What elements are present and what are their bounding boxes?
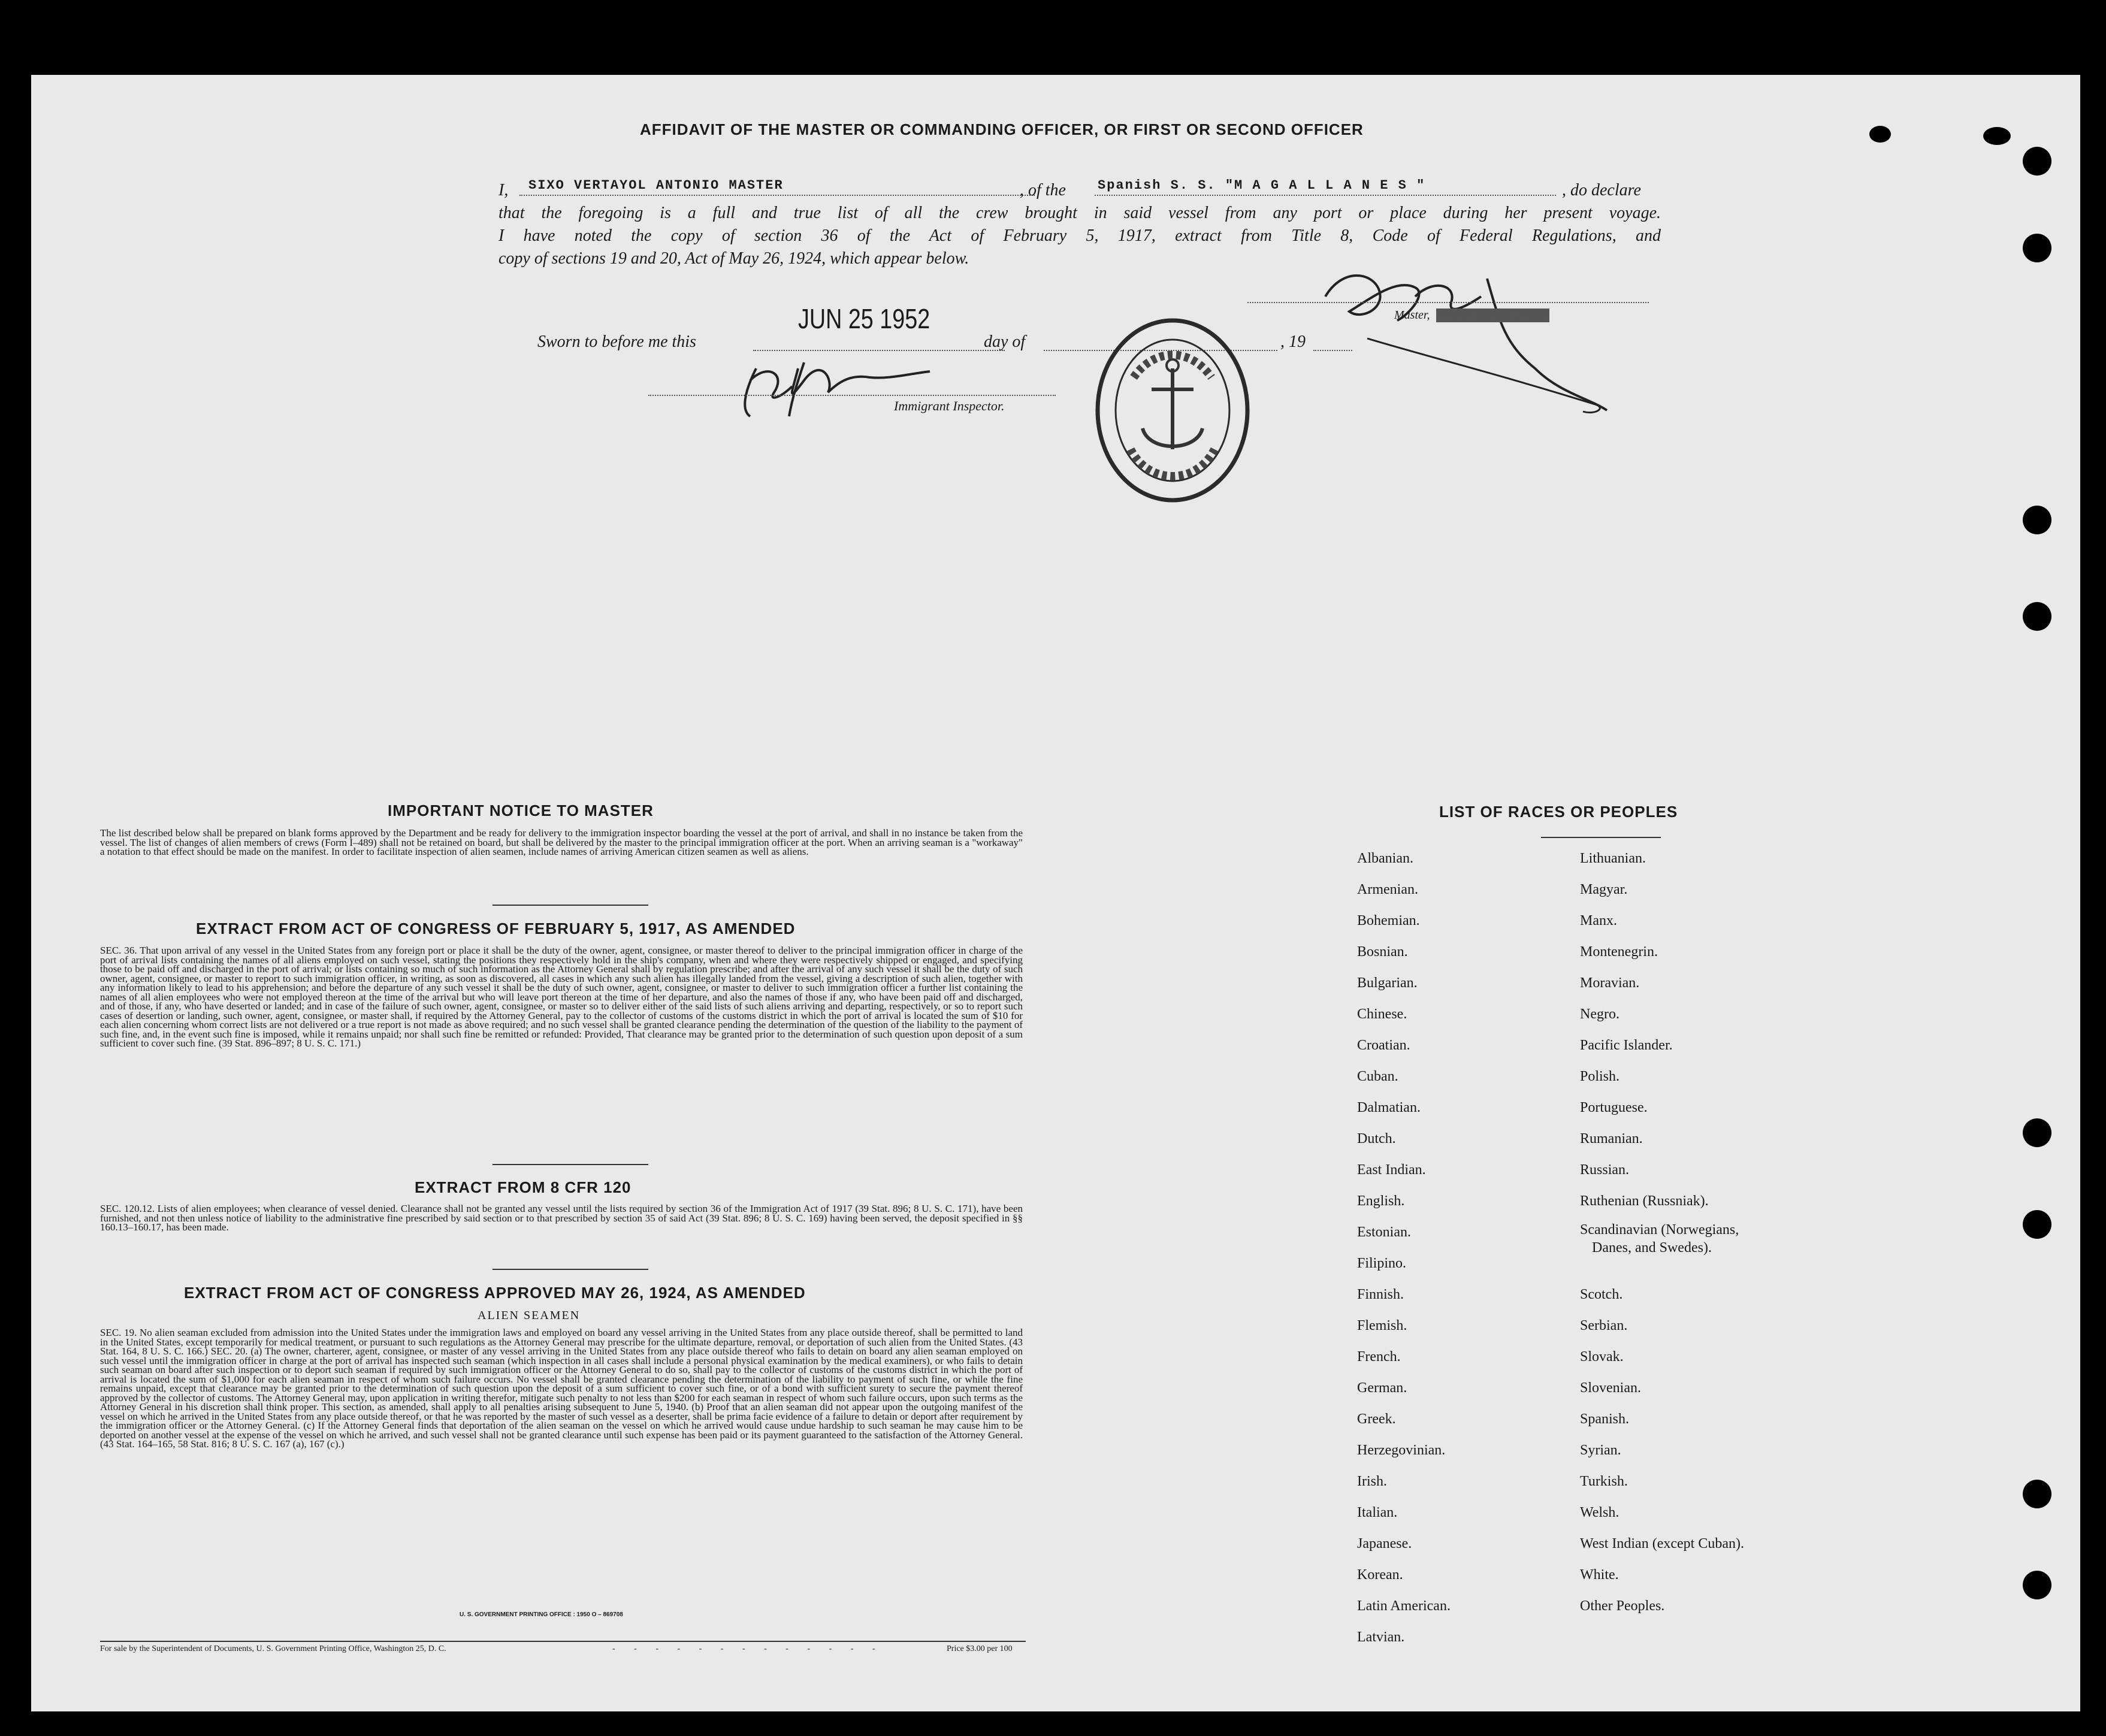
- extract-cfr-title: EXTRACT FROM 8 CFR 120: [415, 1178, 632, 1196]
- race-item: West Indian (except Cuban).: [1580, 1536, 1744, 1551]
- footer-rule: [100, 1641, 1026, 1642]
- divider: [492, 905, 648, 906]
- affidavit-title: AFFIDAVIT OF THE MASTER OR COMMANDING OFFICER, OR FIRST OR SECOND OFFICER: [640, 120, 1364, 138]
- race-item: Lithuanian.: [1580, 851, 1646, 866]
- extract-1917-text: SEC. 36. That upon arrival of any vessel in the United States from any foreign port or place it shall be the duty of the owner, agent, consignee, or master thereof to deliver to the principal immigration officer in charge of the port of arrival lists containing the names of all aliens employed on such vessel, stating the positions they respectively hold in the ship's company, when and where they were respectively shipped or engaged, and specifying those to be paid off and discharged in the port of arrival; or lists containing so much of such information as the Attorney General shall by regulation prescribe; and after the arrival of any such vessel it shall be the duty of such owner, agent, consignee, or master to report to such immigration officer, in writing, as soon as discovered, all cases in which any such alien has illegally landed from the vessel, giving a description of such alien, together with any information likely to lead to his apprehension; and before the departure of any such vessel it shall be the duty of such owner, agent, consignee, or master to deliver to such immigration officer a further list containing the names of all alien employees who were not employed thereon at the time of the arrival but who will leave port thereon at the time of her departure, and also the names of those if any, who have been paid off and discharged, and of those, if any, who have deserted or landed; and in case of the failure of such owner, agent, consignee, or master so to deliver either of the said lists of such aliens arriving and departing, respectively, or so to report such cases of desertion or landing, such owner, agent, consignee, or master shall, if required by the Attorney General, pay to the collector of customs of the customs district in which the port of arrival is located the sum of $10 for each alien concerning whom correct lists are not delivered or a true report is not made as above required; and no such vessel shall be granted clearance pending the determination of the question of the liability to the payment of such fine, and, in the event such fine is imposed, while it remains unpaid; nor shall such fine be remitted or refunded: Provided, That clearance may be granted prior to the determination of such question upon deposit of a sum sufficient to cover such fine. (39 Stat. 896–897; 8 U. S. C. 171.): [100, 945, 1023, 1049]
- extract-cfr-text: SEC. 120.12. Lists of alien employees; when clearance of vessel denied. Clearance shall not be granted any vessel until the lists required by section 36 of the Immigration Act of 1917 (39 Stat. 896; 8 U. S. C. 171), have been furnished, and not then unless notice of liability to the administrative fine prescribed by said section or to that prescribed by section 35 of said Act (39 Stat. 896; 8 U. S. C. 169) having been served, the deposit specified in §§ 160.13–160.17, has been made.: [100, 1203, 1023, 1233]
- race-item: Latin American.: [1357, 1598, 1451, 1614]
- sworn-label: Sworn to before me this: [537, 332, 696, 351]
- race-item: Filipino.: [1357, 1256, 1407, 1271]
- race-item: Bosnian.: [1357, 944, 1408, 960]
- extract-1924-subtitle: ALIEN SEAMEN: [478, 1309, 581, 1322]
- race-item: Slovenian.: [1580, 1380, 1641, 1396]
- master-signature-line: [1247, 300, 1649, 303]
- date-stamp: JUN 25 1952: [798, 303, 930, 334]
- ship-seal-stamp: [1083, 311, 1262, 509]
- officer-struck-label: First or Second Officer.: [1436, 309, 1549, 322]
- extract-1917-title: EXTRACT FROM ACT OF CONGRESS OF FEBRUARY 5, 1917, AS AMENDED: [196, 920, 796, 937]
- race-item: Croatian.: [1357, 1038, 1410, 1053]
- race-item: Irish.: [1357, 1474, 1387, 1489]
- race-item: White.: [1580, 1567, 1619, 1583]
- race-item: Portuguese.: [1580, 1100, 1648, 1115]
- race-item: Syrian.: [1580, 1442, 1621, 1458]
- footer-price: Price $3.00 per 100: [947, 1644, 1013, 1653]
- race-item: Flemish.: [1357, 1318, 1407, 1333]
- race-item: English.: [1357, 1193, 1405, 1209]
- race-item: Latvian.: [1357, 1629, 1405, 1645]
- race-item: Pacific Islander.: [1580, 1038, 1673, 1053]
- notice-text: The list described below shall be prepared on blank forms approved by the Department and be ready for delivery to the immigration inspector boarding the vessel at the port of arrival, and shall in no instance be taken from the vessel. The list of changes of alien members of crews (Form I–489) shall not be retained on board, but shall be delivered by the master to the principal immigration officer at the port. When an arriving seaman is a "workaway" a notation to that effect should be made on the manifest. In order to facilitate inspection of alien seamen, include names of arriving American citizen seamen as well as aliens.: [100, 827, 1023, 857]
- race-item: Japanese.: [1357, 1536, 1412, 1551]
- race-item: East Indian.: [1357, 1162, 1426, 1178]
- race-item: Ruthenian (Russniak).: [1580, 1193, 1709, 1209]
- race-item: Montenegrin.: [1580, 944, 1658, 960]
- binder-hole: [2023, 234, 2051, 262]
- race-item: Manx.: [1580, 913, 1617, 929]
- i-label: I,: [498, 181, 509, 199]
- footer-leader-dots: - - - - - - - - - - - - -: [612, 1644, 884, 1653]
- affidavit-line-2: that the foregoing is a full and true list of all the crew brought in said vessel from any port or place during her present voyage.: [498, 204, 1661, 222]
- inspector-signature-line: [648, 392, 1056, 396]
- form-page: [31, 75, 2080, 1711]
- master-label: Master,: [1394, 309, 1430, 322]
- races-title: LIST OF RACES OR PEOPLES: [1439, 803, 1678, 821]
- binder-hole: [2023, 1210, 2051, 1239]
- race-item: Turkish.: [1580, 1474, 1628, 1489]
- race-item: Moravian.: [1580, 975, 1640, 991]
- race-item: Polish.: [1580, 1069, 1620, 1084]
- race-item: Welsh.: [1580, 1505, 1619, 1520]
- race-item: Other Peoples.: [1580, 1598, 1665, 1614]
- race-item: Spanish.: [1580, 1411, 1630, 1427]
- race-item: Armenian.: [1357, 882, 1418, 897]
- race-item: Scotch.: [1580, 1287, 1623, 1302]
- race-item: Dutch.: [1357, 1131, 1396, 1147]
- master-name-value: SIXO VERTAYOL ANTONIO MASTER: [528, 178, 784, 193]
- race-item: Serbian.: [1580, 1318, 1628, 1333]
- binder-hole: [2023, 1480, 2051, 1508]
- binder-hole: [2023, 1118, 2051, 1147]
- race-item: Scandinavian (Norwegians,: [1580, 1222, 1739, 1238]
- extract-1924-title: EXTRACT FROM ACT OF CONGRESS APPROVED MAY 26, 1924, AS AMENDED: [184, 1284, 806, 1302]
- race-item: Cuban.: [1357, 1069, 1398, 1084]
- gpo-printing-line: U. S. GOVERNMENT PRINTING OFFICE : 1950 O – 869708: [460, 1611, 623, 1618]
- of-the-label: , of the: [1020, 181, 1066, 199]
- affidavit-line-4: copy of sections 19 and 20, Act of May 26, 1924, which appear below.: [498, 249, 969, 268]
- race-item: Greek.: [1357, 1411, 1396, 1427]
- ink-spot: [1983, 127, 2011, 145]
- race-item: Bulgarian.: [1357, 975, 1418, 991]
- do-declare-label: , do declare: [1562, 181, 1641, 199]
- footer-sale-text: For sale by the Superintendent of Documents, U. S. Government Printing Office, Washington 25, D. C.: [100, 1644, 446, 1653]
- race-item: Danes, and Swedes).: [1592, 1240, 1712, 1256]
- race-item: Albanian.: [1357, 851, 1413, 866]
- ink-spot: [1869, 126, 1891, 143]
- day-of-label: day of: [984, 332, 1026, 351]
- master-signature: [1307, 255, 1643, 458]
- race-item: Dalmatian.: [1357, 1100, 1421, 1115]
- race-item: German.: [1357, 1380, 1407, 1396]
- year-label: , 19: [1280, 332, 1306, 351]
- race-item: Finnish.: [1357, 1287, 1404, 1302]
- race-item: Estonian.: [1357, 1224, 1411, 1240]
- inspector-label: Immigrant Inspector.: [894, 398, 1005, 413]
- divider: [492, 1164, 648, 1165]
- races-divider: [1541, 837, 1661, 838]
- extract-1924-text: SEC. 19. No alien seaman excluded from admission into the United States under the immigration laws and employed on board any vessel arriving in the United States from any place outside thereof, shall be permitted to land in the United States, except temporarily for medical treatment, or pursuant to such regulations as the Attorney General may prescribe for the ultimate departure, removal, or deportation of such alien from the United States. (43 Stat. 164, 8 U. S. C. 166.) SEC. 20. (a) The owner, charterer, agent, consignee, or master of any vessel arriving in the United States from any place outside thereof who fails to detain on board any alien seaman employed on such vessel until the immigration officer in charge at the port of arrival has inspected such seaman (which inspection in all cases shall include a personal physical examination by the medical examiners), or who fails to detain such seaman on board after such inspection or to deport such seaman if required by such immigration officer or the Attorney General to do so, shall pay to the collector of customs of the customs district in which the port of arrival is located the sum of $1,000 for each alien seaman in respect of whom such failure occurs. No vessel shall be granted clearance pending the determination of the liability to payment of such fine, or while the fine remains unpaid, except that clearance may be granted prior to the determination of such question upon the deposit of a sum sufficient to cover such fine, or of a bond with sufficient surety to secure the payment thereof approved by the collector of customs. The Attorney General may, upon application in writing therefor, mitigate such penalty to not less than $200 for each seaman in respect of whom such failure occurs, upon such terms as the Attorney General in his discretion shall think proper. This section, as amended, shall apply to all penalties arising subsequent to June 5, 1940. (b) Proof that an alien seaman did not appear upon the outgoing manifest of the vessel on which he arrived in the United States from any place outside thereof, or that he was reported by the master of such vessel as a deserter, shall be prima facie evidence of a failure to detain or deport after requirement by the immigration officer or the Attorney General. (c) If the Attorney General finds that deportation of the alien seaman on the vessel on which he arrived would cause undue hardship to such seaman he may cause him to be deported on another vessel at the expense of the vessel on which he arrived, and such vessel shall not be granted clearance until such expense has been paid or its payment guaranteed to the satisfaction of the Attorney General. (43 Stat. 164–165, 58 Stat. 816; 8 U. S. C. 167 (a), 167 (c).): [100, 1327, 1023, 1450]
- race-item: Slovak.: [1580, 1349, 1624, 1365]
- race-item: Herzegovinian.: [1357, 1442, 1446, 1458]
- divider: [492, 1269, 648, 1270]
- race-item: Magyar.: [1580, 882, 1628, 897]
- vessel-name-value: Spanish S. S. "M A G A L L A N E S ": [1098, 178, 1426, 193]
- race-item: Italian.: [1357, 1505, 1398, 1520]
- race-item: Korean.: [1357, 1567, 1403, 1583]
- binder-hole: [2023, 602, 2051, 631]
- year-line: [1313, 329, 1352, 351]
- race-item: Negro.: [1580, 1006, 1619, 1022]
- binder-hole: [2023, 147, 2051, 176]
- race-item: Rumanian.: [1580, 1131, 1643, 1147]
- race-item: Russian.: [1580, 1162, 1630, 1178]
- notice-title: IMPORTANT NOTICE TO MASTER: [388, 802, 654, 819]
- binder-hole: [2023, 506, 2051, 534]
- race-item: Bohemian.: [1357, 913, 1420, 929]
- affidavit-line-3: I have noted the copy of section 36 of the Act of February 5, 1917, extract from Title 8, Code of Federal Regulations, and: [498, 226, 1661, 245]
- race-item: French.: [1357, 1349, 1401, 1365]
- binder-hole: [2023, 1571, 2051, 1599]
- race-item: Chinese.: [1357, 1006, 1407, 1022]
